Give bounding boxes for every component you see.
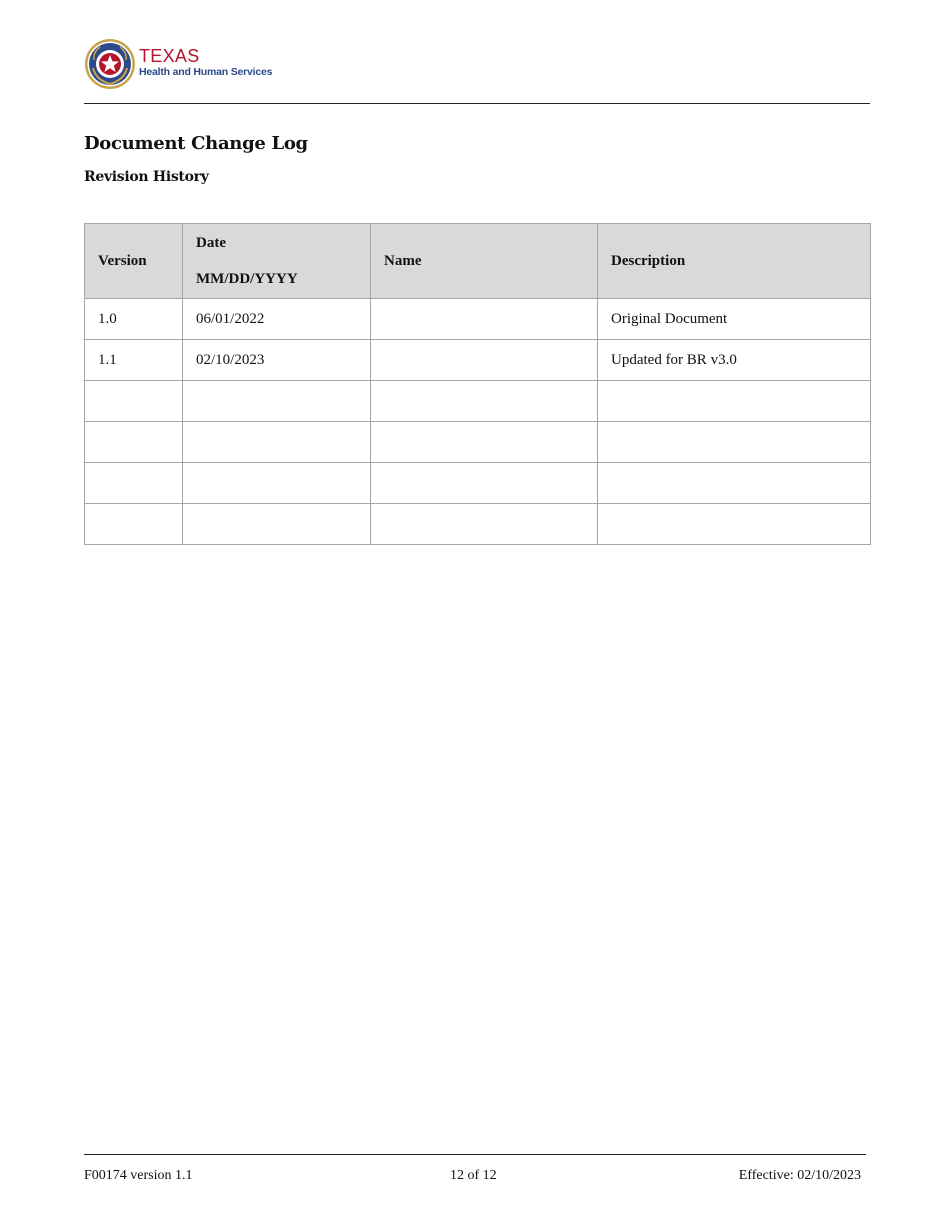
- footer-effective-date: Effective: 02/10/2023: [738, 1168, 861, 1183]
- cell-name: [371, 381, 598, 422]
- cell-date: [183, 381, 371, 422]
- cell-name: [371, 340, 598, 381]
- table-header-row: [85, 224, 871, 299]
- page-header: [84, 36, 870, 104]
- cell-description: [598, 504, 871, 545]
- cell-name: [371, 299, 598, 340]
- header-divider: [84, 103, 870, 104]
- cell-version: [85, 463, 183, 504]
- table-row: [85, 381, 871, 422]
- column-header-date: [183, 224, 371, 299]
- agency-logo-text: [139, 46, 272, 78]
- footer-divider: [84, 1154, 866, 1155]
- page-title: Document Change Log: [84, 133, 308, 154]
- column-header-date-label: Date: [196, 235, 226, 251]
- cell-description: [598, 381, 871, 422]
- section-title: Revision History: [84, 169, 209, 185]
- table-row: [85, 340, 871, 381]
- cell-date: [183, 422, 371, 463]
- column-header-version: Version: [85, 224, 183, 299]
- cell-date: [183, 463, 371, 504]
- column-header-description: Description: [598, 224, 871, 299]
- column-header-name: Name: [371, 224, 598, 299]
- footer-page-number: 12 of 12: [450, 1168, 497, 1183]
- cell-date: 06/01/2022: [183, 299, 371, 340]
- logo-agency-text: Health and Human Services: [139, 66, 273, 78]
- table-row: [85, 422, 871, 463]
- cell-version: [85, 422, 183, 463]
- table-row: [85, 504, 871, 545]
- table-row: [85, 299, 871, 340]
- column-header-date-format: MM/DD/YYYY: [196, 271, 298, 287]
- cell-date: [183, 504, 371, 545]
- cell-version: [85, 504, 183, 545]
- cell-name: [371, 422, 598, 463]
- revision-history-table: [84, 223, 871, 545]
- cell-name: [371, 504, 598, 545]
- cell-version: 1.0: [85, 299, 183, 340]
- cell-description: [598, 422, 871, 463]
- table-row: [85, 463, 871, 504]
- cell-version: [85, 381, 183, 422]
- cell-name: [371, 463, 598, 504]
- cell-description: Original Document: [598, 299, 871, 340]
- cell-version: 1.1: [85, 340, 183, 381]
- logo-texas-text: TEXAS: [139, 46, 200, 66]
- cell-date: 02/10/2023: [183, 340, 371, 381]
- cell-description: Updated for BR v3.0: [598, 340, 871, 381]
- texas-seal-icon: [84, 38, 136, 90]
- footer-form-id: F00174 version 1.1: [84, 1168, 193, 1183]
- cell-description: [598, 463, 871, 504]
